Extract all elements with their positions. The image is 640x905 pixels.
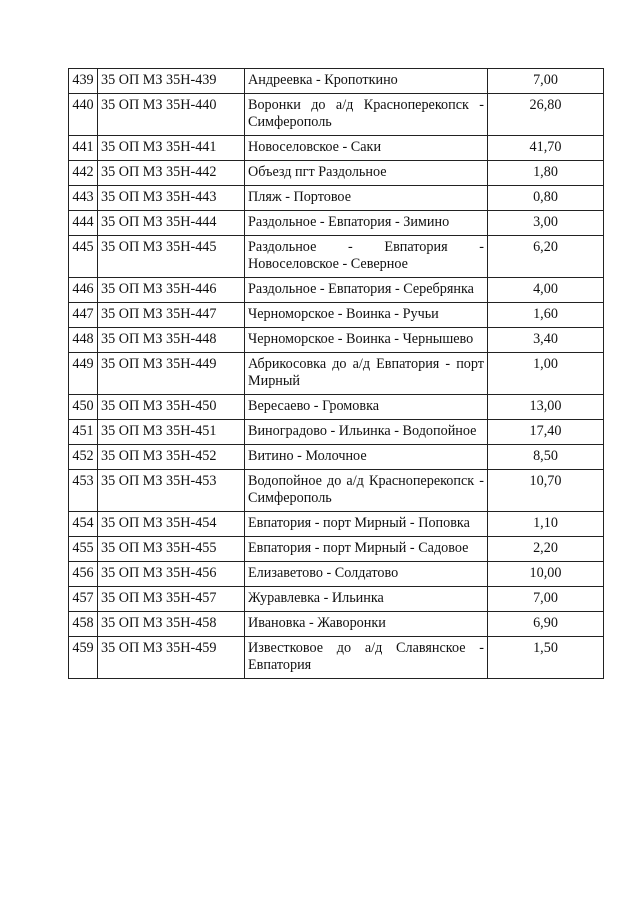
row-number-cell: 459: [69, 637, 98, 679]
row-number-cell: 456: [69, 562, 98, 587]
row-number-cell: 448: [69, 328, 98, 353]
table-row: [69, 278, 604, 303]
row-number-cell: 450: [69, 395, 98, 420]
road-length-cell: 6,20: [488, 236, 604, 278]
table-row: [69, 612, 604, 637]
road-code-cell: 35 ОП МЗ 35Н-458: [98, 612, 245, 637]
road-name-cell: Абрикосовка до а/д Евпатория - порт Мирный: [245, 353, 488, 395]
road-name-cell: Воронки до а/д Красноперекопск - Симферополь: [245, 94, 488, 136]
road-name-cell: Евпатория - порт Мирный - Поповка: [245, 512, 488, 537]
road-name-cell: Вересаево - Громовка: [245, 395, 488, 420]
road-code-cell: 35 ОП МЗ 35Н-459: [98, 637, 245, 679]
roads-table-body: [69, 69, 604, 679]
table-row: [69, 236, 604, 278]
roads-table: [68, 68, 604, 679]
road-name-cell: Ивановка - Жаворонки: [245, 612, 488, 637]
row-number-cell: 439: [69, 69, 98, 94]
road-length-cell: 13,00: [488, 395, 604, 420]
table-row: [69, 562, 604, 587]
table-row: [69, 211, 604, 236]
road-code-cell: 35 ОП МЗ 35Н-457: [98, 587, 245, 612]
table-row: [69, 470, 604, 512]
road-length-cell: 17,40: [488, 420, 604, 445]
road-length-cell: 7,00: [488, 69, 604, 94]
road-code-cell: 35 ОП МЗ 35Н-450: [98, 395, 245, 420]
table-row: [69, 395, 604, 420]
row-number-cell: 455: [69, 537, 98, 562]
table-row: [69, 94, 604, 136]
table-row: [69, 512, 604, 537]
table-row: [69, 537, 604, 562]
road-length-cell: 1,50: [488, 637, 604, 679]
road-name-cell: Виноградово - Ильинка - Водопойное: [245, 420, 488, 445]
road-code-cell: 35 ОП МЗ 35Н-453: [98, 470, 245, 512]
road-length-cell: 3,40: [488, 328, 604, 353]
road-length-cell: 1,10: [488, 512, 604, 537]
road-length-cell: 10,70: [488, 470, 604, 512]
road-name-cell: Раздольное - Евпатория - Новоселовское - Северное: [245, 236, 488, 278]
row-number-cell: 446: [69, 278, 98, 303]
table-row: [69, 637, 604, 679]
road-code-cell: 35 ОП МЗ 35Н-455: [98, 537, 245, 562]
row-number-cell: 457: [69, 587, 98, 612]
road-code-cell: 35 ОП МЗ 35Н-444: [98, 211, 245, 236]
road-code-cell: 35 ОП МЗ 35Н-449: [98, 353, 245, 395]
row-number-cell: 451: [69, 420, 98, 445]
road-length-cell: 3,00: [488, 211, 604, 236]
road-code-cell: 35 ОП МЗ 35Н-440: [98, 94, 245, 136]
road-name-cell: Евпатория - порт Мирный - Садовое: [245, 537, 488, 562]
table-row: [69, 161, 604, 186]
road-length-cell: 6,90: [488, 612, 604, 637]
road-name-cell: Известковое до а/д Славянское - Евпатория: [245, 637, 488, 679]
row-number-cell: 442: [69, 161, 98, 186]
table-row: [69, 303, 604, 328]
road-code-cell: 35 ОП МЗ 35Н-445: [98, 236, 245, 278]
row-number-cell: 447: [69, 303, 98, 328]
road-code-cell: 35 ОП МЗ 35Н-448: [98, 328, 245, 353]
road-code-cell: 35 ОП МЗ 35Н-456: [98, 562, 245, 587]
row-number-cell: 452: [69, 445, 98, 470]
road-name-cell: Журавлевка - Ильинка: [245, 587, 488, 612]
road-length-cell: 8,50: [488, 445, 604, 470]
road-name-cell: Пляж - Портовое: [245, 186, 488, 211]
road-code-cell: 35 ОП МЗ 35Н-439: [98, 69, 245, 94]
road-length-cell: 10,00: [488, 562, 604, 587]
road-length-cell: 1,60: [488, 303, 604, 328]
road-name-cell: Елизаветово - Солдатово: [245, 562, 488, 587]
road-name-cell: Андреевка - Кропоткино: [245, 69, 488, 94]
road-length-cell: 1,80: [488, 161, 604, 186]
road-code-cell: 35 ОП МЗ 35Н-446: [98, 278, 245, 303]
row-number-cell: 454: [69, 512, 98, 537]
road-code-cell: 35 ОП МЗ 35Н-451: [98, 420, 245, 445]
road-length-cell: 26,80: [488, 94, 604, 136]
road-length-cell: 41,70: [488, 136, 604, 161]
road-length-cell: 7,00: [488, 587, 604, 612]
road-name-cell: Черноморское - Воинка - Ручьи: [245, 303, 488, 328]
table-row: [69, 587, 604, 612]
road-code-cell: 35 ОП МЗ 35Н-452: [98, 445, 245, 470]
road-length-cell: 4,00: [488, 278, 604, 303]
road-name-cell: Водопойное до а/д Красноперекопск - Симферополь: [245, 470, 488, 512]
row-number-cell: 441: [69, 136, 98, 161]
road-code-cell: 35 ОП МЗ 35Н-442: [98, 161, 245, 186]
road-code-cell: 35 ОП МЗ 35Н-447: [98, 303, 245, 328]
table-row: [69, 420, 604, 445]
road-name-cell: Объезд пгт Раздольное: [245, 161, 488, 186]
table-row: [69, 186, 604, 211]
row-number-cell: 444: [69, 211, 98, 236]
road-code-cell: 35 ОП МЗ 35Н-454: [98, 512, 245, 537]
row-number-cell: 440: [69, 94, 98, 136]
road-code-cell: 35 ОП МЗ 35Н-441: [98, 136, 245, 161]
road-name-cell: Витино - Молочное: [245, 445, 488, 470]
road-name-cell: Раздольное - Евпатория - Серебрянка: [245, 278, 488, 303]
row-number-cell: 458: [69, 612, 98, 637]
row-number-cell: 443: [69, 186, 98, 211]
road-length-cell: 0,80: [488, 186, 604, 211]
road-length-cell: 2,20: [488, 537, 604, 562]
road-name-cell: Раздольное - Евпатория - Зимино: [245, 211, 488, 236]
road-name-cell: Черноморское - Воинка - Чернышево: [245, 328, 488, 353]
road-length-cell: 1,00: [488, 353, 604, 395]
table-row: [69, 328, 604, 353]
road-name-cell: Новоселовское - Саки: [245, 136, 488, 161]
table-row: [69, 353, 604, 395]
row-number-cell: 453: [69, 470, 98, 512]
table-row: [69, 445, 604, 470]
road-code-cell: 35 ОП МЗ 35Н-443: [98, 186, 245, 211]
row-number-cell: 449: [69, 353, 98, 395]
row-number-cell: 445: [69, 236, 98, 278]
table-row: [69, 69, 604, 94]
table-row: [69, 136, 604, 161]
